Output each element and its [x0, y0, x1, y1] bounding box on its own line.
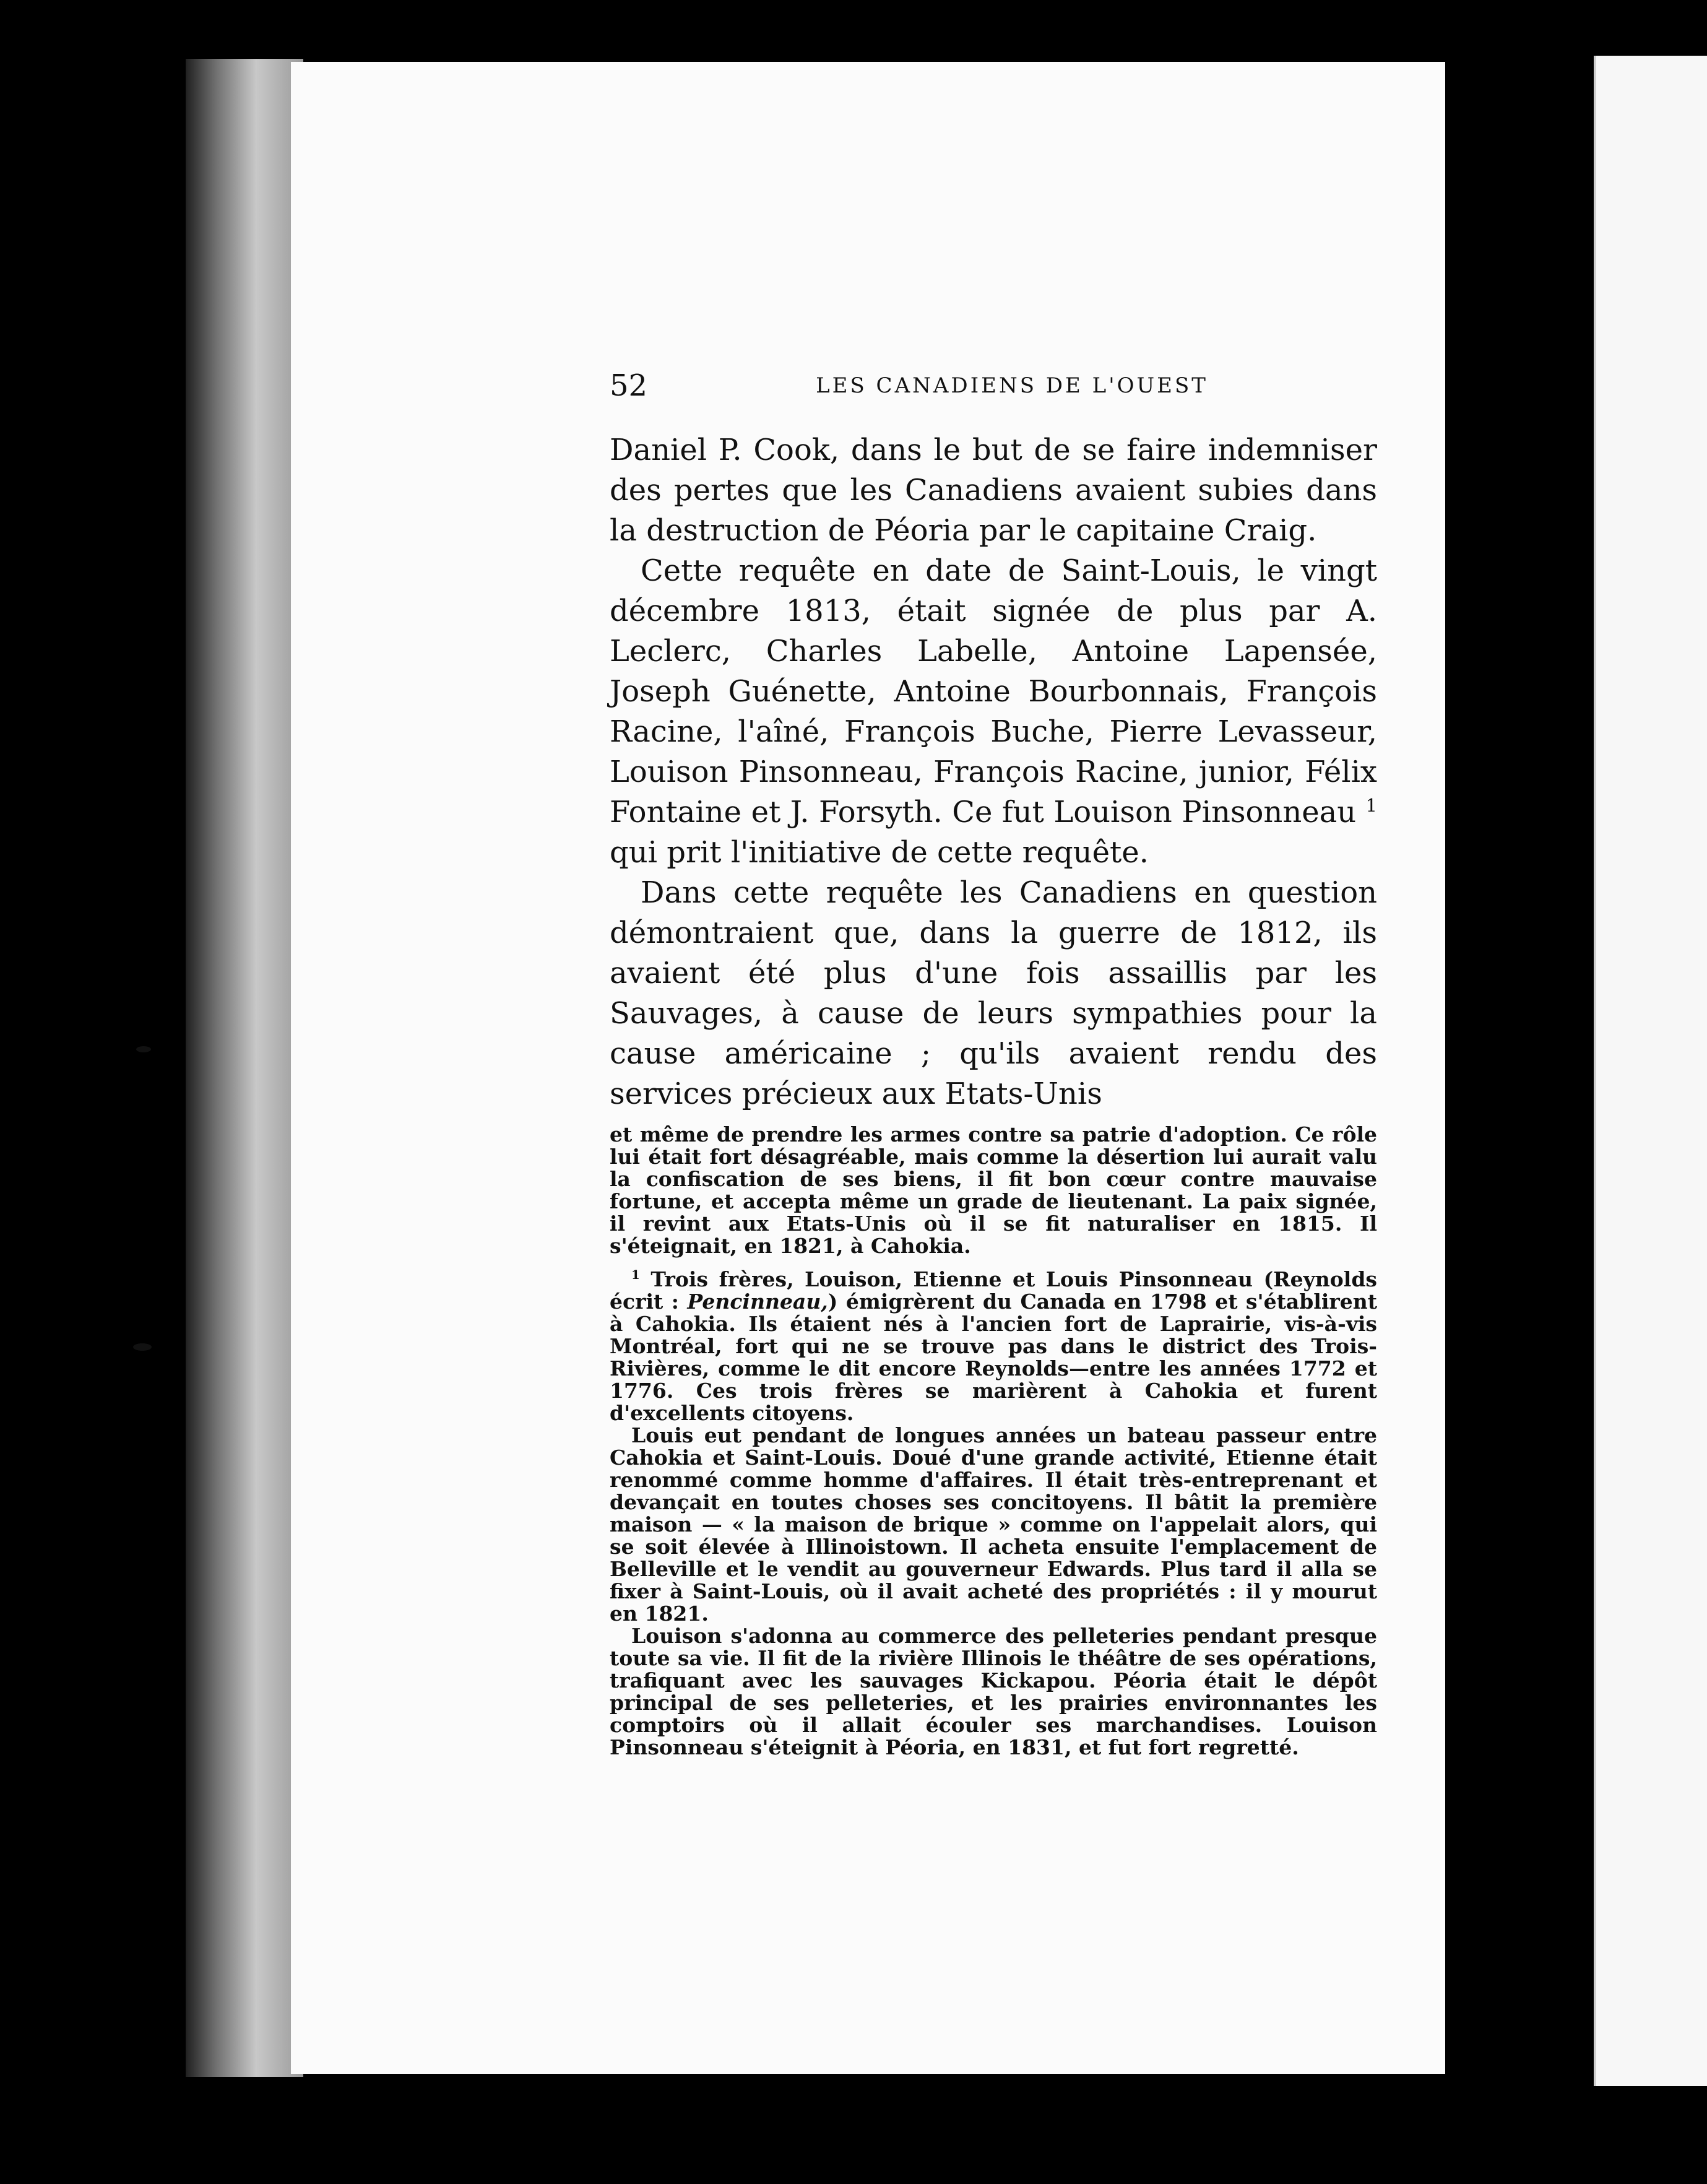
footnotes	[610, 1124, 1377, 1759]
footnote-text: Trois frères, Louison, Etienne et Louis Pinsonneau (Reynolds écrit :	[610, 1267, 1377, 1314]
page-content	[610, 368, 1377, 1759]
facing-page-edge	[1594, 56, 1707, 2086]
footnote-paragraph: Louison s'adonna au commerce des pelleteries pendant presque toute sa vie. Il fit de la rivière Illinois le théâtre de ses opérations, trafiquant avec les sauvages Kickapou. Péoria était le dépôt principal de ses pelleteries, et les prairies environnantes les comptoirs où il allait écouler ses marchandises. Louison Pinsonneau s'éteignit à Péoria, en 1831, et fut fort regretté.	[610, 1624, 1377, 1759]
page-header	[610, 368, 1377, 405]
footnote-italic: Pencinneau,	[687, 1289, 828, 1314]
paragraph	[610, 551, 1377, 873]
footnote-1	[610, 1268, 1377, 1424]
footnote-continued: et même de prendre les armes contre sa patrie d'adoption. Ce rôle lui était fort désagréable, mais comme la désertion lui aurait valu la confiscation de ses biens, il fit bon cœur contre mauvaise fortune, et accepta même un grade de lieutenant. La paix signée, il revint aux Etats-Unis où il se fit naturaliser en 1815. Il s'éteignait, en 1821, à Cahokia.	[610, 1122, 1377, 1258]
book-page-edges	[186, 59, 303, 2077]
scan-speck	[133, 1343, 152, 1351]
paragraph: Daniel P. Cook, dans le but de se faire indemniser des pertes que les Canadiens avaient subies dans la destruction de Péoria par le capitaine Craig.	[610, 433, 1377, 548]
scan-speck	[136, 1046, 151, 1052]
footnote-text: ) émigrèrent du Canada en 1798 et s'établirent à Cahokia. Ils étaient nés à l'ancien fort de Laprairie, vis-à-vis Montréal, fort qui ne se trouve pas dans le district des Trois-Rivières, comme le dit encore Reynolds—entre les années 1772 et 1776. Ces trois frères se marièrent à Cahokia et furent d'excellents citoyens.	[610, 1289, 1377, 1425]
footnote-reference: 1	[1365, 795, 1377, 816]
paragraph-text: Cette requête en date de Saint-Louis, le vingt décembre 1813, était signée de plus par A. Leclerc, Charles Labelle, Antoine Lapensée, Joseph Guénette, Antoine Bourbonnais, François Racine, l'aîné, François Buche, Pierre Levasseur, Louison Pinsonneau, François Racine, junior, Félix Fontaine et J. Forsyth. Ce fut Louison Pinsonneau	[610, 553, 1377, 830]
footnote-paragraph: Louis eut pendant de longues années un bateau passeur entre Cahokia et Saint-Louis. Doué d'une grande activité, Etienne était renommé comme homme d'affaires. Il était très-entreprenant et devançait en toutes choses ses concitoyens. Il bâtit la première maison — « la maison de brique » comme on l'appelait alors, qui se soit élevée à Illinoistown. Il acheta ensuite l'emplacement de Belleville et le vendit au gouverneur Edwards. Plus tard il alla se fixer à Saint-Louis, où il avait acheté des propriétés : il y mourut en 1821.	[610, 1423, 1377, 1626]
footnote-marker: 1	[631, 1267, 640, 1282]
paragraph: Dans cette requête les Canadiens en question démontraient que, dans la guerre de 1812, ils avaient été plus d'une fois assaillis par les Sauvages, à cause de leurs sympathies pour la cause américaine ; qu'ils avaient rendu des services précieux aux Etats-Unis	[610, 875, 1377, 1111]
paragraph-text: qui prit l'initiative de cette requête.	[610, 835, 1149, 870]
running-head: LES CANADIENS DE L'OUEST	[816, 373, 1208, 398]
main-text	[610, 430, 1377, 1114]
page-number: 52	[610, 368, 648, 403]
